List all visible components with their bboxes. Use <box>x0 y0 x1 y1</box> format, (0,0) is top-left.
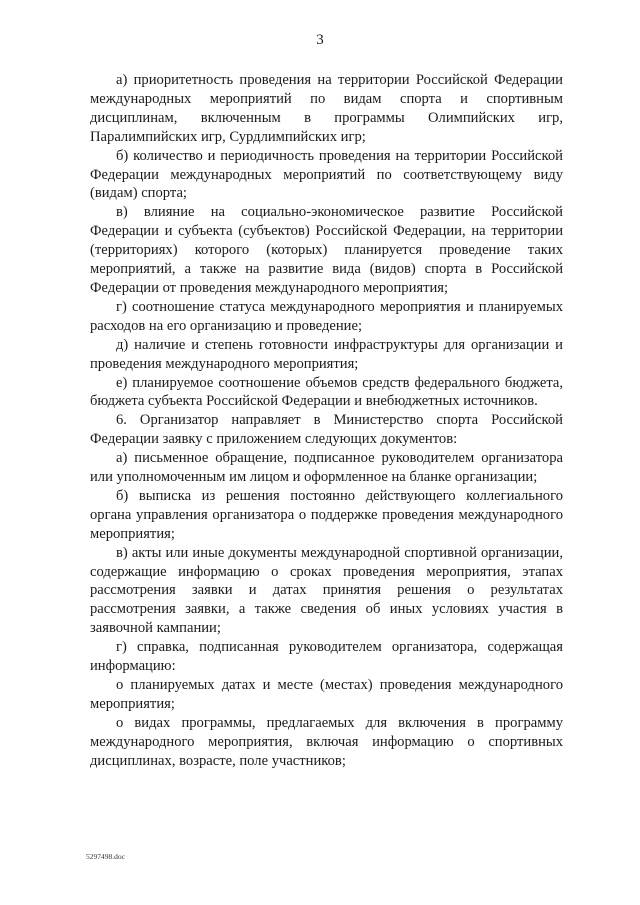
paragraph-program-types: о видах программы, предлагаемых для включения в программу международного мероприятия, включая информацию о спортивных дисциплинах, возрасте, поле участников; <box>90 714 563 769</box>
document-body <box>90 71 563 771</box>
paragraph-b-quantity: б) количество и периодичность проведения на территории Российской Федерации международных мероприятий по соответствующему виду (видам) спорта; <box>90 147 563 202</box>
paragraph-g-certificate: г) справка, подписанная руководителем организатора, содержащая информацию: <box>90 639 563 675</box>
paragraph-v-influence: в) влияние на социально-экономическое развитие Российской Федерации и субъекта (субъектов) Российской Федерации, на территории (территориях) которого (которых) планируется проведение таких мероприятий, а также на развитие вида (видов) спорта в Российской Федерации от проведения международного мероприятия; <box>90 204 563 296</box>
file-name-footer: 5297498.doc <box>86 852 125 861</box>
paragraph-dates-places: о планируемых датах и месте (местах) проведения международного мероприятия; <box>90 677 563 712</box>
paragraph-e-budget: е) планируемое соотношение объемов средств федерального бюджета, бюджета субъекта Российской Федерации и внебюджетных источников. <box>90 374 563 410</box>
paragraph-v-acts: в) акты или иные документы международной спортивной организации, содержащие информацию о сроках проведения мероприятия, этапах рассмотрения заявки и датах принятия решения о результатах рассмотрения заявки, а также сведения об иных условиях участия в заявочной кампании; <box>90 544 563 637</box>
paragraph-6-organizer: 6. Организатор направляет в Министерство спорта Российской Федерации заявку с приложением следующих документов: <box>90 412 563 448</box>
paragraph-b-extract: б) выписка из решения постоянно действующего коллегиального органа управления организатора о поддержке проведения международного мероприятия; <box>90 487 563 542</box>
paragraph-a-letter: а) письменное обращение, подписанное руководителем организатора или уполномоченным им лицом и оформленное на бланке организации; <box>90 450 563 486</box>
paragraph-g-ratio: г) соотношение статуса международного мероприятия и планируемых расходов на его организацию и проведение; <box>90 298 563 334</box>
paragraph-a-priority: а) приоритетность проведения на территории Российской Федерации международных мероприятий по видам спорта и спортивным дисциплинам, включенным в программы Олимпийских игр, Паралимпийских игр, Сурдлимпийских игр; <box>90 72 563 145</box>
page-number: 3 <box>316 32 324 48</box>
paragraph-d-infrastructure: д) наличие и степень готовности инфраструктуры для организации и проведения международного мероприятия; <box>90 336 563 372</box>
